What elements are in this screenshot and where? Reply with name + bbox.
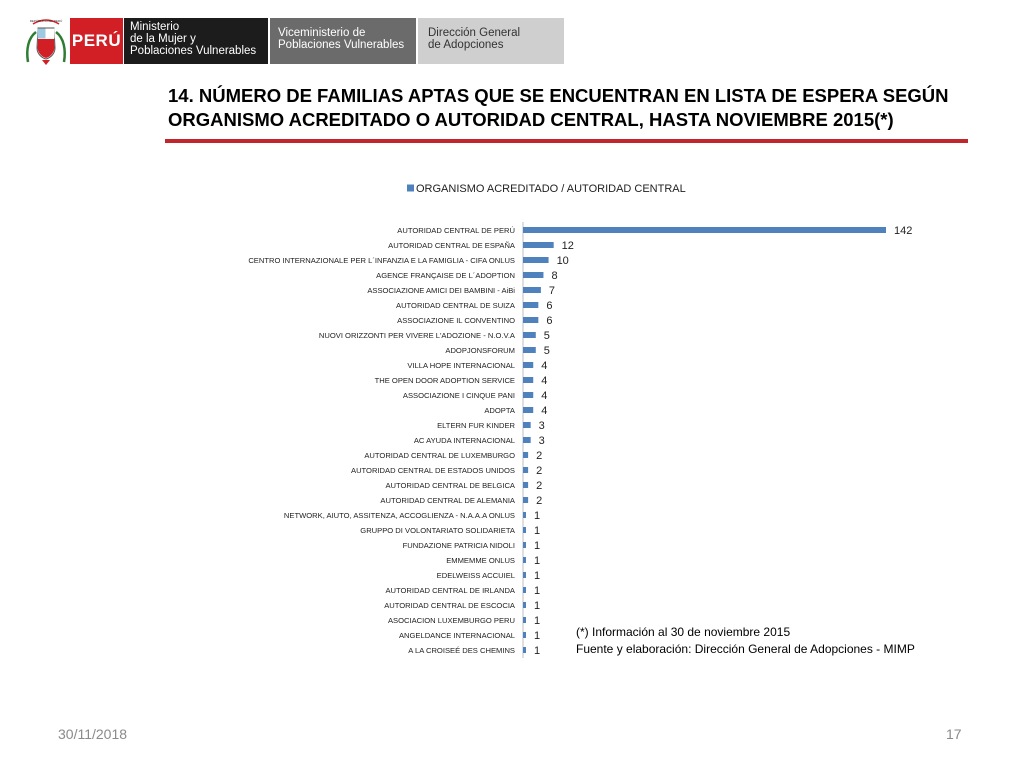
category-label: AUTORIDAD CENTRAL DE PERÚ (397, 226, 515, 235)
data-label: 4 (541, 405, 548, 417)
bar (523, 452, 528, 458)
data-label: 3 (538, 435, 545, 447)
category-label: ADOPJONSFORUM (445, 346, 515, 355)
ministry-line-3: Poblaciones Vulnerables (130, 45, 257, 57)
slide-title: 14. NÚMERO DE FAMILIAS APTAS QUE SE ENCUENTRAN EN LISTA DE ESPERA SEGÚN ORGANISMO ACREDITADO O AUTORIDAD CENTRAL, HASTA NOVIEMBRE 2015(*) (168, 85, 949, 130)
data-label: 4 (541, 390, 548, 402)
bar (523, 497, 528, 503)
bar (523, 602, 526, 608)
data-label: 142 (894, 225, 913, 237)
data-label: 4 (541, 375, 548, 387)
data-label: 1 (534, 600, 541, 612)
category-label: NUOVI ORIZZONTI PER VIVERE L'ADOZIONE - N.O.V.A (318, 331, 515, 340)
category-label: FUNDAZIONE PATRICIA NIDOLI (402, 541, 515, 550)
data-label: 5 (543, 330, 550, 342)
directorate-line-1: Dirección General (428, 27, 521, 39)
category-label: AUTORIDAD CENTRAL DE LUXEMBURGO (364, 451, 515, 460)
category-label: CENTRO INTERNAZIONALE PER L´INFANZIA E LA FAMIGLIA - CIFA ONLUS (248, 256, 515, 265)
category-label: AUTORIDAD CENTRAL DE ESTADOS UNIDOS (351, 466, 515, 475)
directorate-line-2: de Adopciones (428, 39, 504, 51)
bar (523, 242, 554, 248)
data-label: 1 (534, 585, 541, 597)
country-name: PERÚ (71, 31, 122, 50)
data-label: 1 (534, 645, 541, 657)
chart-legend (407, 183, 686, 195)
category-label: AUTORIDAD CENTRAL DE ESCOCIA (384, 601, 515, 610)
category-label: ADOPTA (484, 406, 515, 415)
data-label: 7 (548, 285, 556, 297)
bar (523, 437, 531, 443)
page-number: 17 (946, 726, 962, 742)
directorate-label (418, 18, 564, 64)
category-label: ASOCIACION LUXEMBURGO PERU (387, 616, 515, 625)
footnote (576, 624, 915, 658)
data-label: 1 (534, 540, 541, 552)
category-label: ASSOCIAZIONE I CINQUE PANI (402, 391, 515, 400)
data-label: 5 (543, 345, 550, 357)
bar (523, 587, 526, 593)
category-label: AUTORIDAD CENTRAL DE IRLANDA (385, 586, 515, 595)
vice-ministry-line-2: Poblaciones Vulnerables (278, 39, 405, 51)
peru-label (70, 18, 123, 64)
bar (523, 287, 541, 293)
category-label: ASSOCIAZIONE AMICI DEI BAMBINI - AiBi (367, 286, 515, 295)
bar (523, 362, 533, 368)
data-label: 1 (534, 630, 541, 642)
bar (523, 407, 533, 413)
category-label: AUTORIDAD CENTRAL DE SUIZA (396, 301, 515, 310)
data-label: 2 (536, 495, 543, 507)
bar (523, 572, 526, 578)
bar (523, 467, 528, 473)
category-label: THE OPEN DOOR ADOPTION SERVICE (374, 376, 515, 385)
bar (523, 632, 526, 638)
bar (523, 527, 526, 533)
bar (523, 332, 536, 338)
data-label: 1 (534, 615, 541, 627)
data-label: 2 (536, 480, 543, 492)
legend-swatch (407, 185, 414, 192)
bar (523, 272, 543, 278)
footnote-date-note: (*) Información al 30 de noviembre 2015 (576, 625, 791, 639)
data-label: 12 (561, 240, 574, 252)
data-label: 2 (536, 465, 543, 477)
bar (523, 317, 538, 323)
data-label: 1 (534, 525, 541, 537)
category-label: EDELWEISS ACCUIEL (436, 571, 515, 580)
category-label: AC AYUDA INTERNACIONAL (413, 436, 515, 445)
bar (523, 617, 526, 623)
data-label: 2 (536, 450, 543, 462)
vice-ministry-label (270, 18, 416, 64)
peru-coat-of-arms-icon (24, 18, 68, 66)
category-label: VILLA HOPE INTERNACIONAL (407, 361, 515, 370)
footnote-source: Fuente y elaboración: Dirección General de Adopciones - MIMP (576, 642, 915, 656)
legend-label: ORGANISMO ACREDITADO / AUTORIDAD CENTRAL (416, 183, 686, 195)
category-label: ASSOCIAZIONE IL CONVENTINO (397, 316, 515, 325)
category-label: AUTORIDAD CENTRAL DE BELGICA (385, 481, 515, 490)
data-label: 1 (534, 555, 541, 567)
category-label: AUTORIDAD CENTRAL DE ALEMANIA (380, 496, 515, 505)
category-label: NETWORK, AIUTO, ASSITENZA, ACCOGLIENZA - N.A.A.A ONLUS (283, 511, 515, 520)
category-label: GRUPPO DI VOLONTARIATO SOLIDARIETA (360, 526, 515, 535)
data-label: 3 (538, 420, 545, 432)
emblem-lettering: REPÚBLICA DEL PERÚ (29, 19, 63, 23)
category-label: AGENCE FRANÇAISE DE L´ADOPTION (376, 271, 515, 280)
bar (523, 557, 526, 563)
data-label: 8 (551, 270, 558, 282)
category-label: EMMEMME ONLUS (446, 556, 515, 565)
category-label: ELTERN FUR KINDER (437, 421, 515, 430)
ministry-line-1: Ministerio (130, 21, 180, 33)
bar (523, 347, 536, 353)
bar-chart (0, 170, 1024, 670)
vice-ministry-line-1: Viceministerio de (278, 27, 366, 39)
category-label: AUTORIDAD CENTRAL DE ESPAÑA (388, 241, 515, 250)
data-label: 10 (556, 255, 569, 267)
government-header (0, 0, 1024, 70)
bar (523, 422, 531, 428)
bar (523, 257, 549, 263)
bar (523, 377, 533, 383)
footer-date: 30/11/2018 (58, 726, 128, 742)
data-label: 6 (546, 315, 553, 327)
bar (523, 482, 528, 488)
data-label: 1 (534, 570, 541, 582)
ministry-line-2: de la Mujer y (130, 33, 196, 45)
bar (523, 542, 526, 548)
ministry-label (124, 18, 268, 64)
title-underline (165, 139, 968, 143)
data-label: 1 (534, 510, 541, 522)
bar (523, 392, 533, 398)
category-label: ANGELDANCE INTERNACIONAL (398, 631, 515, 640)
chart-bars (248, 222, 912, 658)
bar (523, 227, 886, 233)
data-label: 6 (546, 300, 553, 312)
category-label: A LA CROISEÉ DES CHEMINS (408, 646, 515, 655)
bar (523, 512, 526, 518)
bar (523, 647, 526, 653)
data-label: 4 (541, 360, 548, 372)
bar (523, 302, 538, 308)
